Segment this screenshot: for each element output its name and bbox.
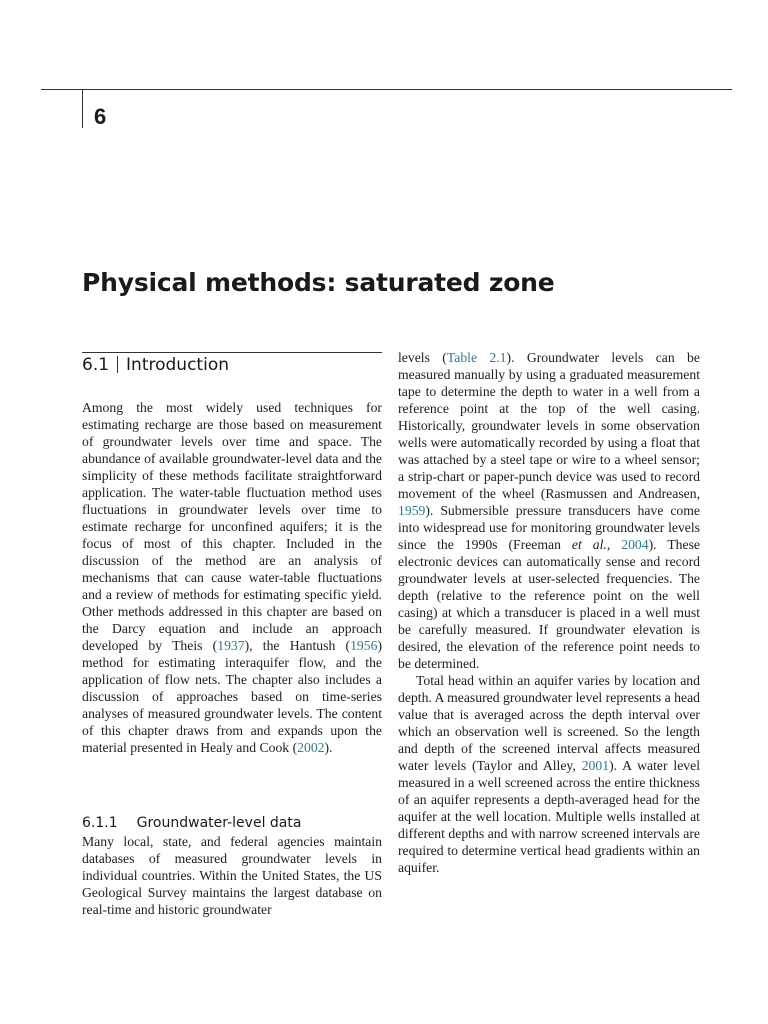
section-title: Introduction — [126, 355, 229, 375]
subsection-title: Groundwater-level data — [136, 815, 302, 831]
groundwater-paragraph-start: Many local, state, and federal agencies maintain databases of measured groundwater levels in individual countries. Within the United States, the US Geological Survey maintains the largest database on real-time and historic groundwater — [82, 834, 382, 917]
chapter-title: Physical methods: saturated zone — [82, 268, 555, 297]
chapter-number-bar — [82, 90, 83, 128]
subsection-heading — [82, 815, 301, 831]
citation-link[interactable]: 1959 — [398, 503, 426, 518]
intro-paragraph: Among the most widely used techniques for estimating recharge are those based on measurement of groundwater levels over time and space. The abundance of available groundwater-level data and the simplicity of these methods facilitate straightforward application. The water-table fluctuation method uses fluctuations in groundwater levels over time to estimate recharge for unconfined aquifers; it is the focus of most of this chapter. Included in the discussion of the method are an analysis of mechanisms that can cause water-table fluctuations and a review of methods for estimating specific yield. Other methods addressed in this chapter are based on the Darcy equation and include an approach developed by Theis (1937), the Hantush (1956) method for estimating interaquifer flow, and the application of flow nets. The chapter also includes a discussion of approaches based on time-series analyses of measured groundwater levels. The content of this chapter draws from and expands upon the material presented in Healy and Cook (2002). — [82, 400, 382, 755]
section-separator — [117, 356, 118, 373]
subsection-number: 6.1.1 — [82, 815, 118, 831]
section-number: 6.1 — [82, 355, 110, 375]
citation-link[interactable]: 2004 — [621, 537, 649, 552]
citation-link[interactable]: 1956 — [350, 638, 378, 653]
citation-link[interactable]: 2002 — [297, 740, 325, 755]
citation-link[interactable]: 2001 — [581, 758, 610, 773]
groundwater-paragraph-cont: levels (Table 2.1). Groundwater levels can be measured manually by using a graduated measurement tape to determine the depth to water in a well from a reference point at the top of the well casing. Historically, groundwater levels in some observation wells were automatically recorded by using a float that was attached by a steel tape or wire to a wheel sensor; a strip-chart or paper-punch device was used to record movement of the wheel (Rasmussen and Andreasen, 1959). Submersible pressure transducers have come into widespread use for monitoring groundwater levels since the 1990s (Freeman et al., 2004). These electronic devices can automatically sense and record groundwater levels at user-selected frequencies. The depth (relative to the reference point on the well casing) at which a transducer is placed in a well must be carefully measured. If groundwater elevation is desired, the elevation of the reference point needs to be determined. — [398, 350, 700, 671]
groundwater-text-left — [82, 833, 382, 918]
head-paragraph: Total head within an aquifer varies by location and depth. A measured groundwater level represents a head value that is averaged across the depth interval over which an observation well is screened. So the length and depth of the screened interval affects measured water levels (Taylor and Alley, 2001). A water level measured in a well screened across the entire thickness of an aquifer represents a depth-averaged head for the aquifer at the well location. Multiple wells installed at different depths and with narrow screened intervals are required to determine vertical head gradients within an aquifer. — [398, 673, 701, 875]
table-link[interactable]: Table 2.1 — [446, 350, 507, 365]
header-rule — [41, 89, 732, 90]
intro-column — [82, 399, 382, 756]
section-heading — [82, 355, 229, 375]
section-rule — [82, 352, 382, 353]
citation-link[interactable]: 1937 — [217, 638, 245, 653]
groundwater-text-right — [398, 349, 700, 876]
chapter-number: 6 — [94, 104, 107, 129]
